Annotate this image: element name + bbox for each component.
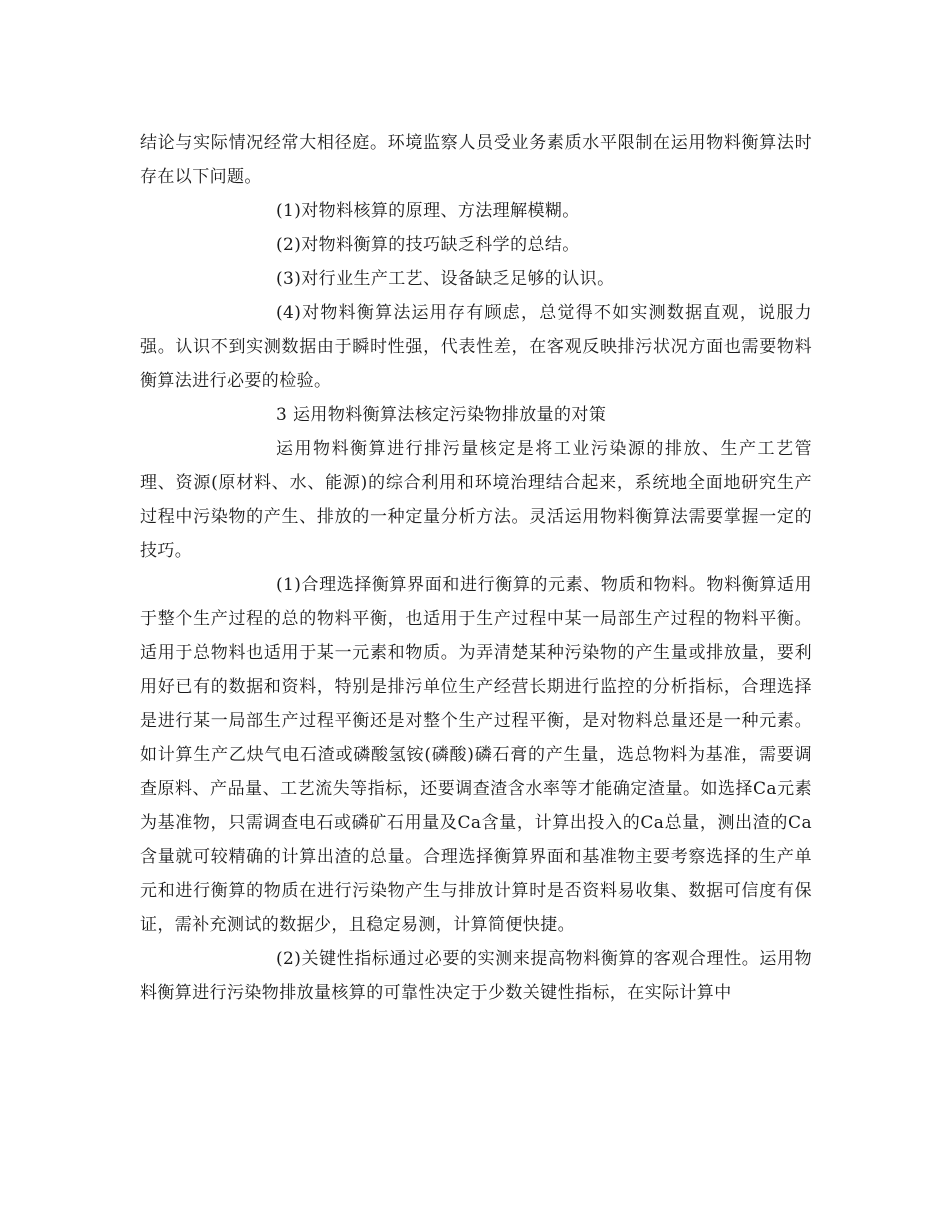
document-page: [140, 126, 812, 1010]
section-heading-3: 3 运用物料衡算法核定污染物排放量的对策: [276, 405, 607, 425]
strategy-item-1: (1)合理选择衡算界面和进行衡算的元素、物质和物料。物料衡算适用于整个生产过程的总的物料平衡，也适用于生产过程中某一局部生产过程的物料平衡。适用于总物料也适用于某一元素和物质。为弄清楚某种污染物的产生量或排放量，要利用好已有的数据和资料，特别是排污单位生产经营长期进行监控的分析指标，合理选择是进行某一局部生产过程平衡还是对整个生产过程平衡，是对物料总量还是一种元素。如计算生产乙炔气电石渣或磷酸氢铵(磷酸)磷石膏的产生量，选总物料为基准，需要调查原料、产品量、工艺流失等指标，还要调查渣含水率等才能确定渣量。如选择Ca元素为基准物，只需调查电石或磷矿石用量及Ca含量，计算出投入的Ca总量，测出渣的Ca含量就可较精确的计算出渣的总量。合理选择衡算界面和基准物主要考察选择的生产单元和进行衡算的物质在进行污染物产生与排放计算时是否资料易收集、数据可信度有保证，需补充测试的数据少，且稳定易测，计算简便快捷。: [140, 575, 812, 935]
body-paragraph: 运用物料衡算进行排污量核定是将工业污染源的排放、生产工艺管理、资源(原材料、水、能源)的综合利用和环境治理结合起来，系统地全面地研究生产过程中污染物的产生、排放的一种定量分析方法。灵活运用物料衡算法需要掌握一定的技巧。: [140, 439, 812, 561]
list-item-4: (4)对物料衡算法运用存有顾虑，总觉得不如实测数据直观，说服力强。认识不到实测数据由于瞬时性强，代表性差，在客观反映排污状况方面也需要物料衡算法进行必要的检验。: [140, 303, 812, 391]
list-item-2: (2)对物料衡算的技巧缺乏科学的总结。: [276, 235, 580, 255]
strategy-item-2: (2)关键性指标通过必要的实测来提高物料衡算的客观合理性。运用物料衡算进行污染物排放量核算的可靠性决定于少数关键性指标，在实际计算中: [140, 949, 812, 1003]
list-item-1: (1)对物料核算的原理、方法理解模糊。: [276, 201, 580, 221]
body-paragraph: 结论与实际情况经常大相径庭。环境监察人员受业务素质水平限制在运用物料衡算法时存在以下问题。: [140, 133, 812, 187]
list-item-3: (3)对行业生产工艺、设备缺乏足够的认识。: [276, 269, 615, 289]
